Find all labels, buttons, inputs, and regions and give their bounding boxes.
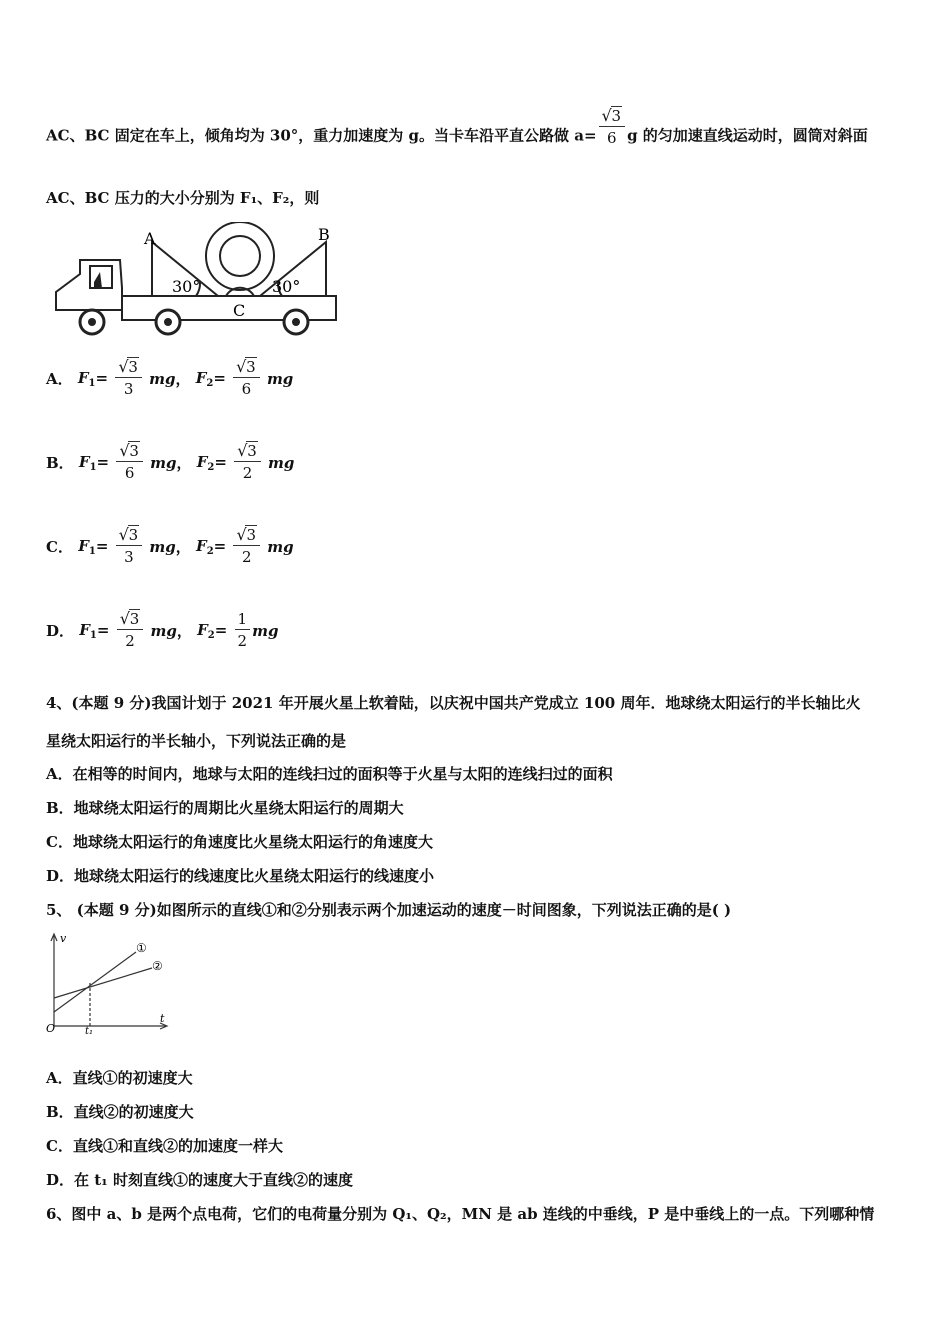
- line-2: [54, 968, 152, 998]
- f1-symbol: F: [77, 368, 89, 387]
- t-label: t: [160, 1012, 165, 1025]
- origin-label: O: [46, 1022, 56, 1035]
- q4-option-d[interactable]: D．地球绕太阳运行的线速度比火星绕太阳运行的线速度小: [46, 867, 435, 885]
- angle-label-right: 30°: [272, 277, 301, 296]
- label-a: A: [144, 229, 156, 248]
- q6-stem-line1: 6、图中 a、b 是两个点电荷，它们的电荷量分别为 Q₁、Q₂，MN 是 ab 连线的中垂线，P 是中垂线上的一点。下列哪种情: [46, 1205, 875, 1223]
- f1-den: 2: [125, 632, 135, 650]
- mg-unit: mg: [267, 537, 294, 556]
- option-letter: B．: [46, 454, 74, 472]
- comma: ，: [175, 370, 191, 388]
- f2-den: 2: [237, 632, 248, 650]
- f1-num: 3: [129, 610, 140, 628]
- f1-num: 3: [129, 442, 139, 460]
- angle-label-left: 30°: [172, 277, 201, 296]
- mg-unit: mg: [149, 537, 176, 556]
- f1-subscript: 1: [88, 545, 96, 557]
- line2-label: ②: [152, 959, 163, 973]
- mg-unit: mg: [267, 453, 295, 472]
- f2-subscript: 2: [206, 545, 214, 557]
- q3-accel-den: 6: [607, 129, 617, 147]
- q3-stem-line2: AC、BC 压力的大小分别为 F₁、F₂，则: [46, 189, 320, 207]
- f1-subscript: 1: [89, 629, 97, 641]
- f1-symbol: F: [78, 536, 89, 555]
- f2-symbol: F: [196, 536, 207, 555]
- q5-vt-graph: [44, 928, 174, 1036]
- option-letter: D．: [46, 622, 75, 640]
- q3-option-a[interactable]: A． $F_1=$ √ 3 3 mg， $F_2=$ √ 3 6 mg: [46, 357, 294, 398]
- f2-subscript: 2: [207, 461, 215, 473]
- option-letter: C．: [46, 538, 73, 556]
- wheel-front: [80, 310, 308, 334]
- equals-sign: =: [95, 368, 109, 387]
- equals-sign: =: [213, 536, 227, 555]
- equals-sign: =: [96, 452, 110, 471]
- f1-subscript: 1: [89, 461, 97, 473]
- q3-stem-text-after: g 的匀加速直线运动时，圆筒对斜面: [627, 126, 868, 145]
- f1-den: 3: [123, 380, 134, 398]
- driver-figure: [94, 272, 102, 288]
- comma: ，: [176, 622, 192, 640]
- q5-option-b[interactable]: B．直线②的初速度大: [46, 1103, 194, 1121]
- f1-num: 3: [128, 526, 139, 544]
- equals-sign: =: [95, 536, 109, 555]
- mg-unit: mg: [266, 369, 294, 388]
- f1-den: 3: [124, 548, 134, 566]
- q3-stem-line1: [46, 106, 868, 149]
- q4-stem-line1: 4、(本题 9 分)我国计划于 2021 年开展火星上软着陆，以庆祝中国共产党成立 100 周年．地球绕太阳运行的半长轴比火: [46, 694, 861, 712]
- f1-num: 3: [128, 358, 138, 376]
- f2-num: 1: [235, 609, 251, 630]
- f1-symbol: F: [79, 620, 90, 639]
- f2-den: 2: [241, 548, 252, 566]
- mg-unit: mg: [150, 621, 177, 640]
- f2-den: 6: [241, 380, 252, 398]
- f2-den: 2: [242, 464, 253, 482]
- equals-sign: =: [214, 452, 227, 471]
- q4-option-b[interactable]: B．地球绕太阳运行的周期比火星绕太阳运行的周期大: [46, 799, 404, 817]
- comma: ，: [176, 454, 192, 472]
- equals-sign: =: [96, 620, 110, 639]
- q3-accel-num: 3: [611, 107, 622, 125]
- q3-stem-text-before: AC、BC 固定在车上，倾角均为 30°，重力加速度为 g。当卡车沿平直公路做 a=: [46, 126, 597, 145]
- equals-sign: =: [213, 368, 226, 387]
- line-1: [54, 952, 136, 1012]
- t1-label: t₁: [85, 1026, 94, 1036]
- q3-option-c[interactable]: C． $F_1=$ √ 3 3 mg， $F_2=$ √ 3 2 mg: [46, 525, 294, 566]
- f1-den: 6: [124, 464, 135, 482]
- label-b: B: [318, 225, 330, 244]
- f2-num: 3: [247, 442, 257, 460]
- mg-unit: mg: [149, 369, 176, 388]
- f2-symbol: F: [196, 452, 208, 471]
- cylinder-inner: [220, 236, 260, 276]
- f2-symbol: F: [197, 620, 208, 639]
- q5-stem-line1: 5、 (本题 9 分)如图所示的直线①和②分别表示两个加速运动的速度－时间图象，下列说法正确的是( ): [46, 901, 732, 919]
- mg-unit: mg: [150, 453, 177, 472]
- equals-sign: =: [214, 620, 228, 639]
- q3-option-d[interactable]: D． $F_1=$ √ 3 2 mg， $F_2=$ $\frac{1}{2}$ mg: [46, 609, 279, 650]
- q5-option-c[interactable]: C．直线①和直线②的加速度一样大: [46, 1137, 283, 1155]
- q5-option-d[interactable]: D．在 t₁ 时刻直线①的速度大于直线②的速度: [46, 1171, 353, 1189]
- q5-option-a[interactable]: A．直线①的初速度大: [46, 1069, 193, 1087]
- q4-option-c[interactable]: C．地球绕太阳运行的角速度比火星绕太阳运行的角速度大: [46, 833, 433, 851]
- f2-num: 3: [246, 526, 257, 544]
- label-c: C: [233, 301, 246, 320]
- q4-option-a[interactable]: A．在相等的时间内，地球与太阳的连线扫过的面积等于火星与太阳的连线扫过的面积: [46, 765, 613, 783]
- q3-truck-figure: [50, 222, 350, 340]
- comma: ，: [175, 538, 191, 556]
- cylinder-outer: [206, 222, 274, 290]
- mg-unit: mg: [252, 621, 279, 640]
- q4-stem-line2: 星绕太阳运行的半长轴小，下列说法正确的是: [46, 732, 347, 750]
- f2-num: 3: [246, 358, 256, 376]
- line1-label: ①: [136, 941, 147, 955]
- f2-symbol: F: [195, 368, 207, 387]
- f2-subscript: 2: [207, 629, 215, 641]
- q3-accel-fraction: √ 3 6: [599, 106, 626, 149]
- option-letter: A．: [46, 370, 73, 388]
- f1-subscript: 1: [88, 377, 96, 389]
- f2-subscript: 2: [206, 377, 214, 389]
- q3-option-b[interactable]: B． $F_1=$ √ 3 6 mg， $F_2=$ √ 3 2 mg: [46, 441, 295, 482]
- v-label: v: [60, 932, 67, 945]
- f1-symbol: F: [78, 452, 90, 471]
